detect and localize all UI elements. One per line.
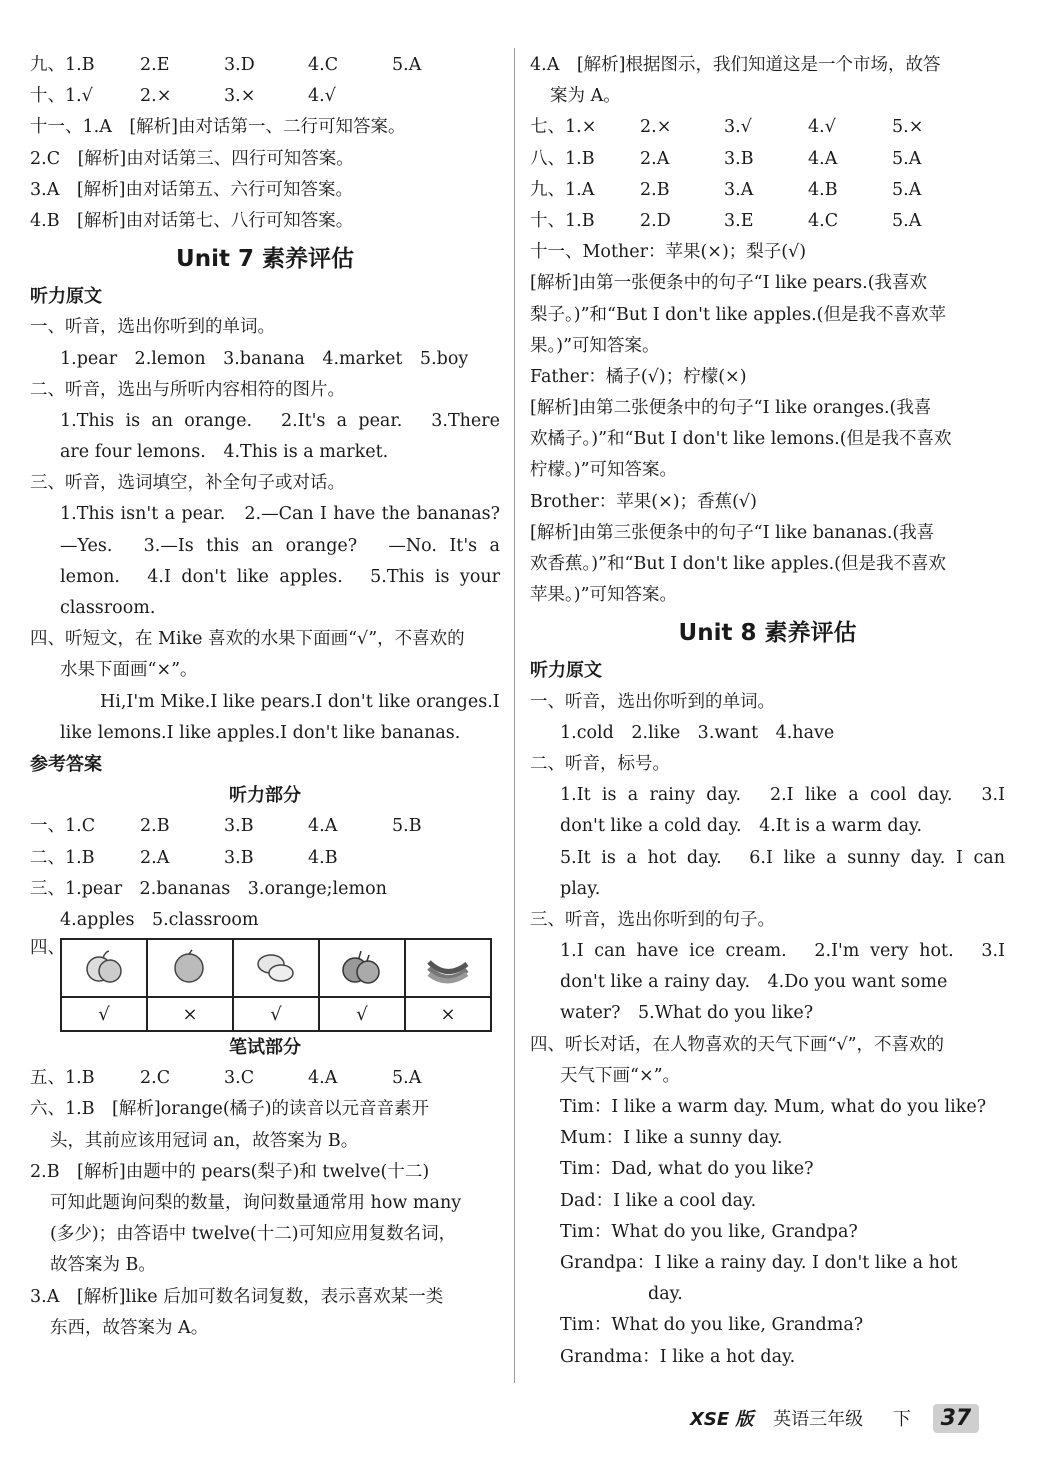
written-part-heading: 笔试部分 xyxy=(229,1037,301,1059)
answer-a6-line8: 东西，故答案为 A。 xyxy=(50,1317,209,1338)
answer-r11: 十一、Mother：苹果(×)；梨子(√) xyxy=(530,242,807,263)
series-label: XSE 版 xyxy=(690,1409,754,1430)
answer-a6-line6: 故答案为 B。 xyxy=(50,1255,156,1276)
answer-row-10: 十、1.√ 2.× 3.× 4.√ xyxy=(30,86,336,107)
pear-picture xyxy=(319,939,405,997)
father-analysis-3: 柠檬。)”可知答案。 xyxy=(530,460,678,481)
listening-text-heading: 听力原文 xyxy=(30,286,102,308)
answer-a6-line4: 可知此题询问梨的数量，询问数量通常用 how many xyxy=(50,1193,462,1213)
dialogue-line: Dad：I like a cool day. xyxy=(560,1190,757,1211)
answer-row-8: 八、1.B 2.A 3.B 4.A 5.A xyxy=(530,148,922,169)
part3-line1: 1.This isn't a pear. 2.—Can I have the bananas? xyxy=(60,504,500,525)
q3-line1: 1.I can have ice cream. 2.I'm very hot. 3.I xyxy=(560,941,1005,962)
dialogue-line: Tim：I like a warm day. Mum, what do you like? xyxy=(560,1097,987,1117)
father-analysis-1: [解析]由第二张便条中的句子“I like oranges.(我喜 xyxy=(530,398,932,419)
q4-title: 四、听长对话，在人物喜欢的天气下画“√”，不喜欢的 xyxy=(530,1034,945,1055)
part2-line2: are four lemons. 4.This is a market. xyxy=(60,442,389,463)
answer-r1: 4.A [解析]根据图示，我们知道这是一个市场，故答 xyxy=(530,55,941,75)
part4-title: 四、听短文，在 Mike 喜欢的水果下面画“√”，不喜欢的 xyxy=(30,629,465,650)
answer-a5: 五、1.B 2.C 3.C 4.A 5.A xyxy=(30,1068,422,1089)
reference-answers-heading: 参考答案 xyxy=(30,753,102,775)
answer-a4-label: 四、 xyxy=(30,938,65,959)
answer-a6-line1: 六、1.B [解析]orange(橘子)的读音以元音音素开 xyxy=(30,1099,430,1120)
answer-row-7: 七、1.× 2.× 3.√ 4.√ 5.× xyxy=(530,117,924,138)
dialogue-line: Tim：What do you like, Grandpa? xyxy=(560,1221,858,1242)
q2-line3: 5.It is a hot day. 6.I like a sunny day. I can xyxy=(560,847,1005,868)
mother-analysis-2: 梨子。)”和“But I don't like apples.(但是我不喜欢苹 xyxy=(530,304,946,325)
answer-11-4: 4.B [解析]由对话第七、八行可知答案。 xyxy=(30,210,354,231)
part3-line3: lemon. 4.I don't like apples. 5.This is your xyxy=(60,566,500,587)
banana-picture xyxy=(405,939,491,997)
dialogue-line: Mum：I like a sunny day. xyxy=(560,1128,783,1149)
brother-answer: Brother：苹果(×)；香蕉(√) xyxy=(530,491,757,512)
term-label: 下 xyxy=(892,1409,911,1430)
listening-part-heading: 听力部分 xyxy=(229,785,301,807)
lemon-picture xyxy=(233,939,319,997)
grade-label: 英语三年级 xyxy=(773,1409,864,1430)
answer-a6-line5: (多少)；由答语中 twelve(十二)可知应用复数名词， xyxy=(50,1224,457,1245)
answer-a3: 三、1.pear 2.bananas 3.orange;lemon xyxy=(30,878,387,899)
page-footer xyxy=(690,1404,979,1433)
dialogue-line: Grandma：I like a hot day. xyxy=(560,1346,796,1367)
page-number: 37 xyxy=(933,1404,980,1433)
part4-title-cont: 水果下面画“×”。 xyxy=(60,660,198,681)
fruit-mark: × xyxy=(405,997,491,1031)
answer-a6-line2: 头，其前应该用冠词 an，故答案为 B。 xyxy=(50,1130,359,1151)
answer-11-1: 十一、1.A [解析]由对话第一、二行可知答案。 xyxy=(30,117,406,138)
fruit-mark: √ xyxy=(319,997,405,1031)
answer-row-9: 九、1.B 2.E 3.D 4.C 5.A xyxy=(30,55,422,75)
left-column xyxy=(30,50,500,1344)
part4-text1: Hi,I'm Mike.I like pears.I don't like oranges.I xyxy=(100,691,500,712)
part3-line2: —Yes. 3.—Is this an orange? —No. It's a xyxy=(60,535,500,556)
dialogue-line: Grandpa：I like a rainy day. I don't like a hot xyxy=(560,1252,958,1273)
answer-a2: 二、1.B 2.A 3.B 4.B xyxy=(30,847,338,868)
mother-analysis-1: [解析]由第一张便条中的句子“I like pears.(我喜欢 xyxy=(530,273,928,294)
q2-line2: don't like a cold day. 4.It is a warm day. xyxy=(560,816,923,837)
fruit-table xyxy=(60,938,492,1032)
fruit-mark: √ xyxy=(233,997,319,1031)
fruit-answer-block xyxy=(30,936,500,1032)
q3-line2: don't like a rainy day. 4.Do you want some xyxy=(560,972,948,993)
part4-text2: like lemons.I like apples.I don't like bananas. xyxy=(60,722,461,743)
part2-line1: 1.This is an orange. 2.It's a pear. 3.There xyxy=(60,410,500,431)
part2-title: 二、听音，选出与所听内容相符的图片。 xyxy=(30,379,345,400)
part3-line4: classroom. xyxy=(60,598,156,618)
answer-a3b: 4.apples 5.classroom xyxy=(60,909,259,930)
fruit-mark: √ xyxy=(61,997,147,1031)
part1-title: 一、听音，选出你听到的单词。 xyxy=(30,317,275,338)
orange-picture xyxy=(147,939,233,997)
mother-analysis-3: 果。)”可知答案。 xyxy=(530,335,660,356)
fruit-mark: × xyxy=(147,997,233,1031)
q1-title: 一、听音，选出你听到的单词。 xyxy=(530,691,775,712)
answer-a6-line3: 2.B [解析]由题中的 pears(梨子)和 twelve(十二) xyxy=(30,1161,430,1182)
q2-line4: play. xyxy=(560,878,601,899)
brother-analysis-1: [解析]由第三张便条中的句子“I like bananas.(我喜 xyxy=(530,522,935,543)
dialogue-line-cont: day. xyxy=(648,1284,683,1305)
answer-11-3: 3.A [解析]由对话第五、六行可知答案。 xyxy=(30,179,353,200)
unit7-title: Unit 7 素养评估 xyxy=(176,246,354,273)
q1-words: 1.cold 2.like 3.want 4.have xyxy=(560,722,835,743)
right-column xyxy=(530,50,1005,1373)
dialogue-line: Tim：Dad, what do you like? xyxy=(560,1159,814,1180)
answer-r2: 案为 A。 xyxy=(550,86,621,107)
q4-title-cont: 天气下画“×”。 xyxy=(560,1065,681,1086)
apple-picture xyxy=(61,939,147,997)
q2-line1: 1.It is a rainy day. 2.I like a cool day. 3.I xyxy=(560,785,1005,806)
column-divider xyxy=(514,48,515,1383)
brother-analysis-3: 苹果。)”可知答案。 xyxy=(530,585,678,606)
father-answer: Father：橘子(√)；柠檬(×) xyxy=(530,366,747,387)
part3-title: 三、听音，选词填空，补全句子或对话。 xyxy=(30,473,345,494)
brother-analysis-2: 欢香蕉。)”和“But I don't like apples.(但是我不喜欢 xyxy=(530,554,946,574)
unit8-title: Unit 8 素养评估 xyxy=(678,620,857,647)
part1-words: 1.pear 2.lemon 3.banana 4.market 5.boy xyxy=(60,348,469,369)
q3-line3: water? 5.What do you like? xyxy=(560,1003,814,1024)
answer-a1: 一、1.C 2.B 3.B 4.A 5.B xyxy=(30,816,422,837)
answer-row-10r: 十、1.B 2.D 3.E 4.C 5.A xyxy=(530,210,922,231)
answer-11-2: 2.C [解析]由对话第三、四行可知答案。 xyxy=(30,148,354,169)
q2-title: 二、听音，标号。 xyxy=(530,753,670,774)
q3-title: 三、听音，选出你听到的句子。 xyxy=(530,909,775,930)
answer-a6-line7: 3.A [解析]like 后加可数名词复数，表示喜欢某一类 xyxy=(30,1286,444,1307)
answer-row-9r: 九、1.A 2.B 3.A 4.B 5.A xyxy=(530,179,922,200)
dialogue-line: Tim：What do you like, Grandma? xyxy=(560,1315,864,1336)
father-analysis-2: 欢橘子。)”和“But I don't like lemons.(但是我不喜欢 xyxy=(530,429,952,450)
listening-text-heading-8: 听力原文 xyxy=(530,660,602,682)
